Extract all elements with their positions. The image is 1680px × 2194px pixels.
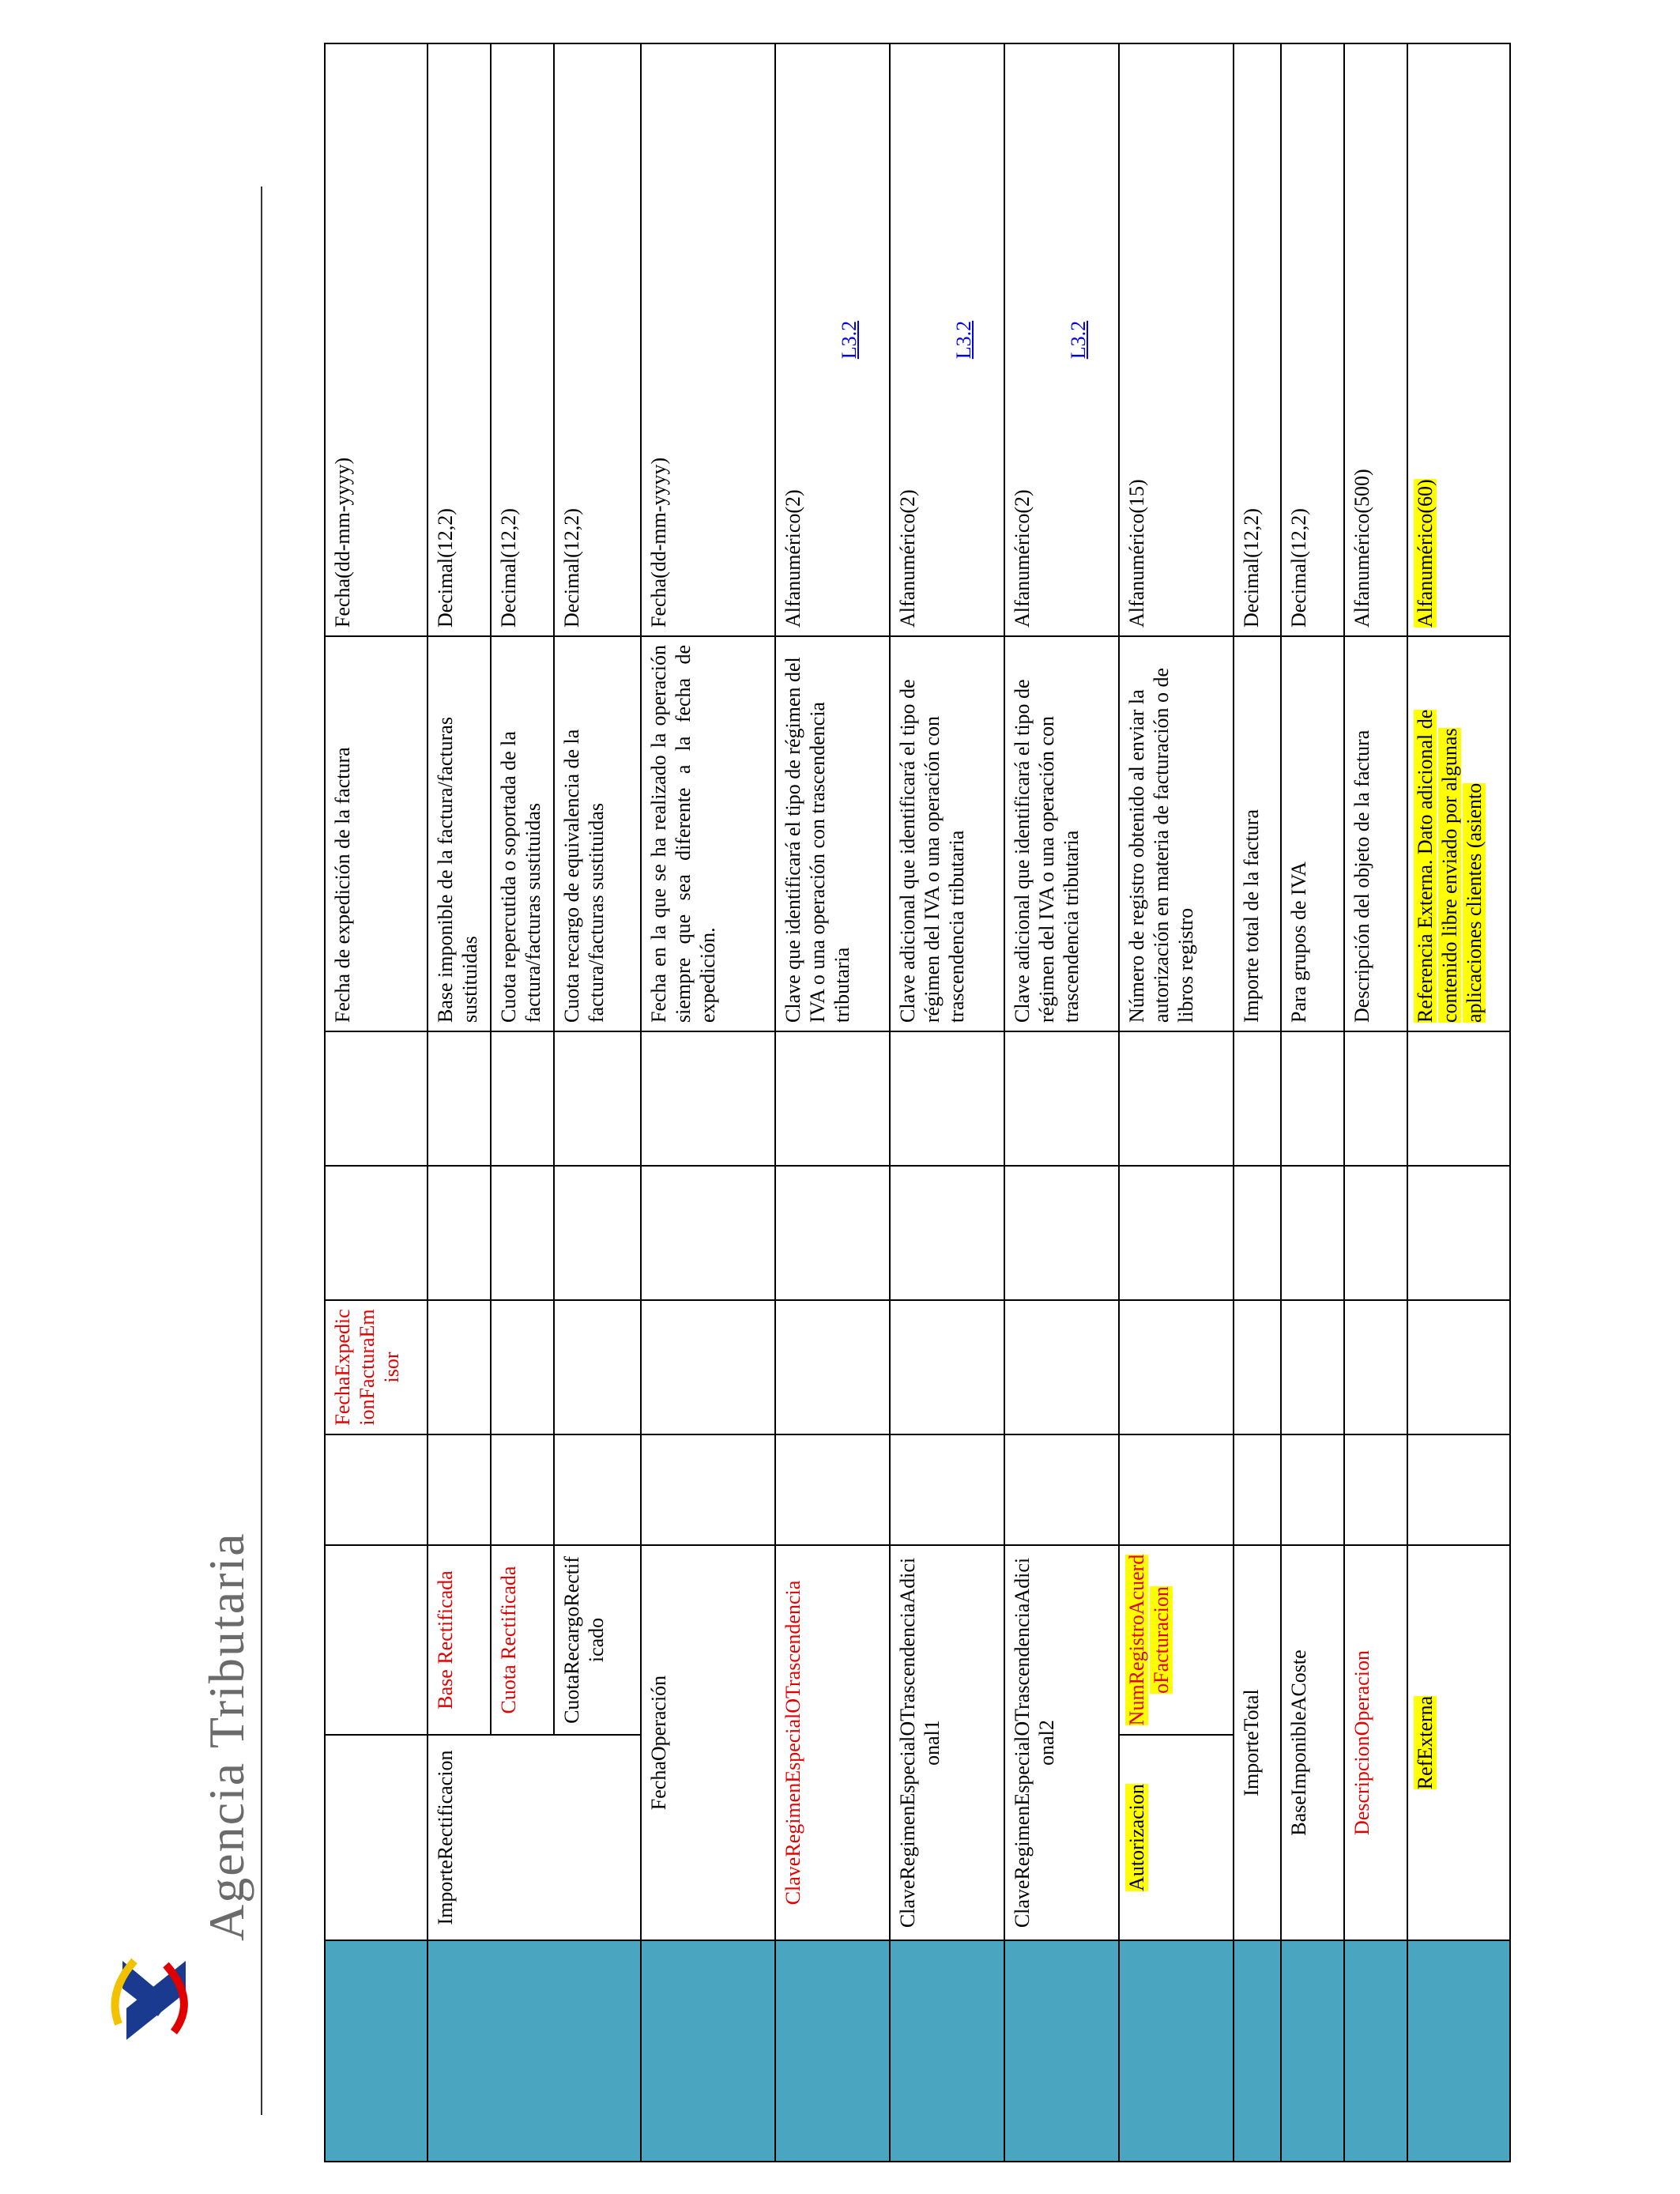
table-cell: [1234, 1434, 1281, 1545]
table-cell: [428, 1300, 491, 1434]
table-row: [775, 43, 890, 2162]
table-cell: [1119, 1434, 1234, 1545]
table-cell: [554, 1166, 641, 1300]
table-cell: [775, 1300, 890, 1434]
table-cell: [1344, 1166, 1407, 1300]
table-row: [1004, 43, 1119, 2162]
desc-cell: [1407, 636, 1510, 1031]
row-marker: [890, 1940, 1004, 2162]
table-cell: [491, 1434, 554, 1545]
type-cell: [1004, 43, 1119, 636]
field-label: RefExterna: [1414, 1695, 1437, 1790]
table-cell: [1344, 1434, 1407, 1545]
row-marker: [428, 1940, 641, 2162]
field-cell: [1407, 1545, 1510, 1940]
table-cell: [1281, 1434, 1344, 1545]
row-marker: [1119, 1940, 1234, 2162]
field-label: Autorizacion: [1125, 1784, 1148, 1891]
table-cell: [491, 1166, 554, 1300]
type-cell: Fecha(dd-mm-yyyy): [641, 43, 775, 636]
table-cell: [641, 1434, 775, 1545]
type-cell: Fecha(dd-mm-yyyy): [325, 43, 428, 636]
table-cell: [491, 1031, 554, 1166]
row-marker: [641, 1940, 775, 2162]
table-cell: [641, 1031, 775, 1166]
desc-cell: Base imponible de la factura/facturas sustituidas: [428, 636, 491, 1031]
table-cell: [325, 1031, 428, 1166]
row-marker: [775, 1940, 890, 2162]
desc-cell: Clave adicional que identificará el tipo de régimen del IVA o una operación con trascendencia tributaria: [890, 636, 1004, 1031]
sub-field-label: NumRegistroAcuerdoFacturacion: [1125, 1554, 1173, 1726]
table-cell: [890, 1031, 1004, 1166]
table-cell: [1281, 1166, 1344, 1300]
table-row: [641, 43, 775, 2162]
row-marker: [1234, 1940, 1281, 2162]
desc-cell: Clave adicional que identificará el tipo de régimen del IVA o una operación con trascendencia tributaria: [1004, 636, 1119, 1031]
type-cell: [1407, 43, 1510, 636]
table-cell: [325, 1434, 428, 1545]
desc-cell: Cuota repercutida o soportada de la factura/facturas sustituidas: [491, 636, 554, 1031]
table-cell: [890, 1300, 1004, 1434]
table-cell: [428, 1166, 491, 1300]
header-rule: [261, 187, 262, 2115]
desc-cell: Número de registro obtenido al enviar la autorización en materia de facturación o de libros registro: [1119, 636, 1234, 1031]
field-cell: ClaveRegimenEspecialOTrascendenciaAdicional2: [1004, 1545, 1119, 1940]
table-cell: [1004, 1166, 1119, 1300]
field-cell: ClaveRegimenEspecialOTrascendencia: [775, 1545, 890, 1940]
type-cell: Alfanumérico(15): [1119, 43, 1234, 636]
table-cell: [1119, 1031, 1234, 1166]
sub-field-cell: Base Rectificada: [428, 1545, 491, 1735]
table-cell: [1119, 1300, 1234, 1434]
row-marker: [1344, 1940, 1407, 2162]
desc-cell: Fecha de expedición de la factura: [325, 636, 428, 1031]
table-cell: [1281, 1300, 1344, 1434]
desc-cell: Fecha en la que se ha realizado la operación siempre que sea diferente a la fecha de expedición.: [641, 636, 775, 1031]
type-cell: Decimal(12,2): [491, 43, 554, 636]
table-cell: [1407, 1300, 1510, 1434]
table-row: [890, 43, 1004, 2162]
attr-cell: FechaExpedicionFacturaEmisor: [325, 1300, 428, 1434]
l32-link[interactable]: L3.2: [838, 320, 861, 360]
table-cell: [1344, 1031, 1407, 1166]
table-cell: [1004, 1434, 1119, 1545]
table-cell: [1281, 1031, 1344, 1166]
table-cell: [554, 1031, 641, 1166]
field-cell: FechaOperación: [641, 1545, 775, 1940]
desc-cell: Descripción del objeto de la factura: [1344, 636, 1407, 1031]
row-marker: [1407, 1940, 1510, 2162]
table-cell: [1119, 1166, 1234, 1300]
type-cell: [775, 43, 890, 636]
type-cell: Decimal(12,2): [1281, 43, 1344, 636]
table-row: [1344, 43, 1407, 2162]
desc-cell: Cuota recargo de equivalencia de la factura/facturas sustituidas: [554, 636, 641, 1031]
table-cell: [775, 1434, 890, 1545]
l32-link[interactable]: L3.2: [1067, 320, 1090, 360]
table-cell: [428, 1031, 491, 1166]
field-cell: ImporteTotal: [1234, 1545, 1281, 1940]
table-row: [1407, 43, 1510, 2162]
table-cell: [1004, 1031, 1119, 1166]
agency-title: Agencia Tributaria: [198, 1532, 254, 1941]
field-cell: DescripcionOperacion: [1344, 1545, 1407, 1940]
field-cell: ClaveRegimenEspecialOTrascendenciaAdicional1: [890, 1545, 1004, 1940]
table-cell: [641, 1166, 775, 1300]
table-cell: [1004, 1300, 1119, 1434]
table-cell: [1234, 1166, 1281, 1300]
table-cell: [890, 1434, 1004, 1545]
l32-link[interactable]: L3.2: [952, 320, 976, 360]
desc-cell: Importe total de la factura: [1234, 636, 1281, 1031]
sub-field-cell: CuotaRecargoRectificado: [554, 1545, 641, 1735]
table-row: [1234, 43, 1281, 2162]
table-cell: [1407, 1434, 1510, 1545]
field-cell: BaseImponibleACoste: [1281, 1545, 1344, 1940]
type-label: Alfanumérico(2): [896, 489, 919, 628]
desc-cell: Clave que identificará el tipo de régimen del IVA o una operación con trascendencia tributaria: [775, 636, 890, 1031]
type-cell: Decimal(12,2): [428, 43, 491, 636]
type-cell: Alfanumérico(500): [1344, 43, 1407, 636]
table-cell: [1234, 1031, 1281, 1166]
desc-label: Referencia Externa. Dato adicional de contenido libre enviado por algunas aplicaciones clientes (asiento: [1414, 709, 1486, 1023]
table-cell: [1344, 1300, 1407, 1434]
table-cell: [554, 1300, 641, 1434]
type-cell: Decimal(12,2): [554, 43, 641, 636]
table-cell: [1407, 1031, 1510, 1166]
table-cell: [1234, 1300, 1281, 1434]
table-row: [325, 43, 428, 2162]
sub-field-cell: [1119, 1545, 1234, 1735]
type-cell: Decimal(12,2): [1234, 43, 1281, 636]
table-cell: [428, 1434, 491, 1545]
row-marker: [1004, 1940, 1119, 2162]
field-cell: ImporteRectificacion: [428, 1735, 641, 1940]
table-cell: [325, 1166, 428, 1300]
desc-cell: Para grupos de IVA: [1281, 636, 1344, 1031]
type-label: Alfanumérico(2): [782, 489, 804, 628]
type-label: Alfanumérico(2): [1011, 489, 1034, 628]
table-cell: [491, 1300, 554, 1434]
aeat-logo-icon: [111, 1953, 198, 2048]
table-cell: [325, 1735, 428, 1940]
table-row: [1119, 43, 1234, 2162]
table-cell: [641, 1300, 775, 1434]
table-cell: [554, 1434, 641, 1545]
row-marker: [325, 1940, 428, 2162]
table-cell: [325, 1545, 428, 1735]
type-cell: [890, 43, 1004, 636]
row-marker: [1281, 1940, 1344, 2162]
fields-table: [324, 43, 1511, 2162]
table-cell: [775, 1166, 890, 1300]
sub-field-cell: Cuota Rectificada: [491, 1545, 554, 1735]
table-cell: [775, 1031, 890, 1166]
table-row: [1281, 43, 1344, 2162]
table-cell: [890, 1166, 1004, 1300]
type-label: Alfanumérico(60): [1414, 479, 1437, 628]
table-row: [428, 43, 491, 2162]
field-cell: [1119, 1735, 1234, 1940]
table-cell: [1407, 1166, 1510, 1300]
